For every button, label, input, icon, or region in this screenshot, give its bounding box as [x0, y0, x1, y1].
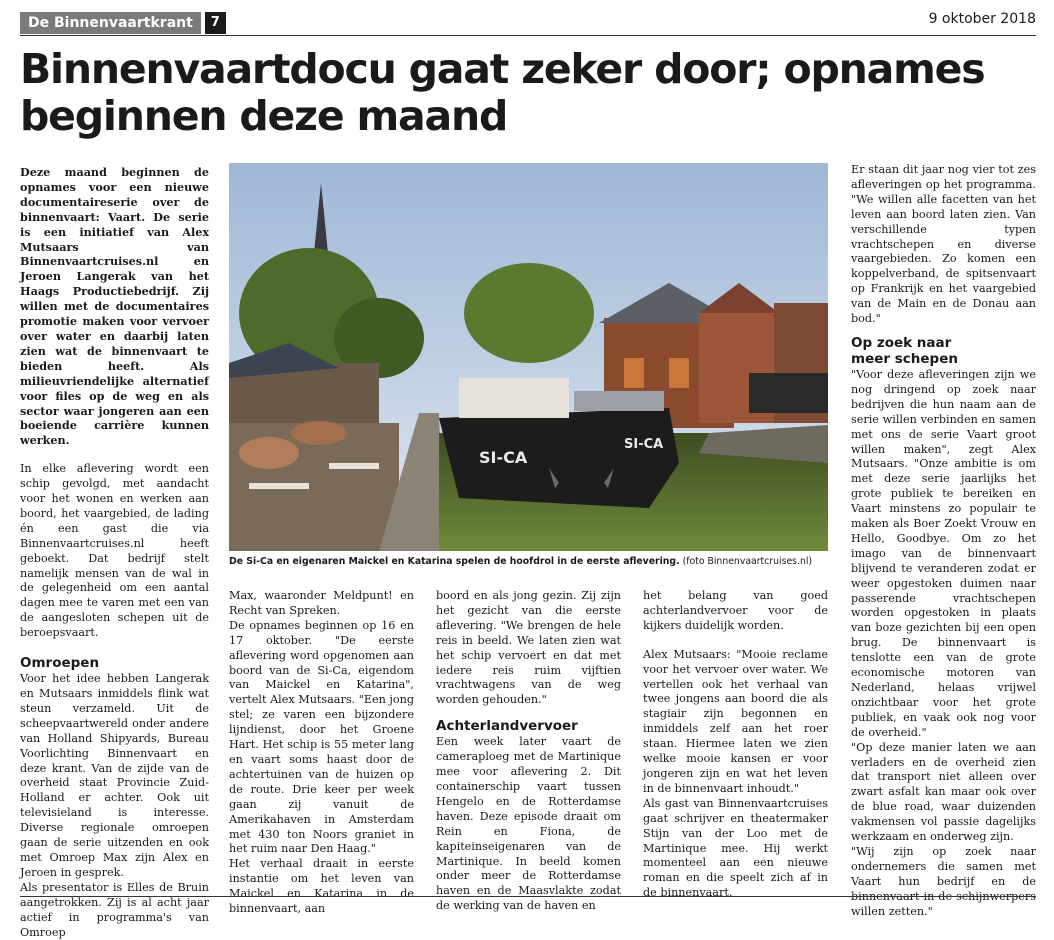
- body-paragraph: De opnames beginnen op 16 en 17 oktober. "De eerste aflevering word opgenomen aan boord van de Si-Ca, eigendom van Maickel en Katarina", vertelt Alex Mutsaars. "Een jong stel; ze varen een bijzondere lijndienst, door het Groene Hart. Het schip is 55 meter lang en vaart soms haast door de achtertuinen van de huizen op de route. Drie keer per week gaan zij vanuit de Amerikahaven in Amsterdam met 430 ton Noors graniet in het ruim naar Den Haag.": [229, 618, 414, 856]
- article-photo: [229, 163, 828, 551]
- body-paragraph: "Wij zijn op zoek naar ondernemers die samen met Vaart hun bedrijf en de binnenvaart in de schijnwerpers willen zetten.": [851, 844, 1036, 918]
- hull-name: SI-CA: [479, 448, 528, 467]
- column-5: [851, 163, 1036, 920]
- body-paragraph: Alex Mutsaars: "Mooie reclame voor het vervoer over water. We vertellen ook het verhaal van twee jongens aan boord die als stagiair zijn begonnen en inmiddels zelf aan het roer staan. Hiermee laten we zien welke mooie kansen er voor jongeren zijn en wat het leven in de binnenvaart inhoudt.": [643, 647, 828, 795]
- subheading-achterlandvervoer: Achterlandvervoer: [436, 718, 578, 735]
- subheading-omroepen: Omroepen: [20, 655, 100, 672]
- body-paragraph: "Voor deze afleveringen zijn we nog dringend op zoek naar bedrijven die hun naam aan de serie willen verbinden en samen met ons de serie Vaart groot willen maken", zegt Alex Mutsaars. "Onze ambitie is om met deze serie jaarlijks het grote publiek te bereiken en Vaart minstens zo populair te maken als Boer Zoekt Vrouw en Hello, Goodbye. Om zo het imago van de binnenvaart blijvend te veranderen zodat er weer opgestoken duimen naar passerende vrachtschepen worden opgestoken in plaats van boze gezichten bij een open brug. De binnenvaart is tenslotte een van de grote economische motoren van Nederland, helaas vrijwel onzichtbaar voor het grote publiek, en vaak ook nog voor de overheid.": [851, 367, 1036, 739]
- column-4: [643, 589, 828, 901]
- photo-credit: (foto Binnenvaartcruises.nl): [682, 556, 813, 567]
- body-paragraph: In elke aflevering wordt een schip gevolgd, met aandacht voor het wonen en werken aan boord, het vaargebied, de lading én een gast die via Binnenvaartcruises.nl heeft geboekt. Dat bedrijf stelt namelijk mensen van de wal in de gelegenheid om een aantal dagen mee te varen met een van de aangesloten schepen uit de beroepsvaart.: [20, 462, 209, 640]
- issue-date: 9 oktober 2018: [928, 11, 1036, 27]
- newspaper-name: De Binnenvaartkrant: [20, 12, 201, 34]
- photo-caption: [229, 556, 839, 568]
- subheading-op-zoek: Op zoek naar meer schepen: [851, 334, 958, 367]
- intro-paragraph: Deze maand beginnen de opnames voor een nieuwe documentaireserie over de binnenvaart: Vaart. De serie is een initiatief van Alex Mutsaars van Binnenvaartcruises.nl en Jeroen Langerak van het Haags Productiebedrijf. Zij willen met de documentaires promotie maken voor vervoer over water en daarbij laten zien wat de binnenvaart te bieden heeft. Als milieuvriendelijke alternatief voor files op de weg en als sector waar jongeren aan een boeiende carrière kunnen werken.: [20, 165, 209, 448]
- column-2: [229, 589, 414, 917]
- body-paragraph: Een week later vaart de cameraploeg met de Martinique mee voor aflevering 2. Dit containerschip vaart tussen Hengelo en de Rotterdamse haven. Deze episode draait om Rein en Fiona, de kapiteinseigenaren van de Martinique. In beeld komen onder meer de Rotterdamse haven en de Maasvlakte zodat de werking van de haven en: [436, 735, 621, 913]
- body-paragraph: Max, waaronder Meldpunt! en Recht van Spreken.: [229, 589, 414, 617]
- body-paragraph: Als gast van Binnenvaartcruises gaat schrijver en theatermaker Stijn van der Loo met de Martinique mee. Hij werkt momenteel aan een nieuwe roman en die speelt zich af in de binnenvaart.: [643, 796, 828, 900]
- body-paragraph: Als presentator is Elles de Bruin aangetrokken. Zij is al acht jaar actief in programma's van Omroep: [20, 880, 209, 939]
- body-paragraph: boord en als jong gezin. Zij zijn het gezicht van die eerste aflevering. "We brengen de hele reis in beeld. We laten zien wat het schip vervoert en dat met iedere reis ruim vijftien vrachtwagens van de weg worden gehouden.": [436, 589, 621, 707]
- masthead: [20, 12, 226, 34]
- body-paragraph: "Op deze manier laten we aan verladers en de overheid zien dat transport niet alleen over zwart asfalt kan maar ook over de blue road, waar duizenden vakmensen vol passie dagelijks werkzaam en onderweg zijn.: [851, 740, 1036, 844]
- top-rule: [20, 35, 1036, 36]
- page-number: 7: [205, 12, 226, 34]
- canal-boat-photo: [229, 163, 828, 551]
- headline: Binnenvaartdocu gaat zeker door; opnames beginnen deze maand: [20, 45, 985, 140]
- hull-name-bow: SI-CA: [624, 437, 664, 452]
- column-3: [436, 589, 621, 914]
- column-1: [20, 165, 209, 940]
- bottom-rule: [20, 896, 1036, 897]
- body-paragraph: het belang van goed achterlandvervoer voor de kijkers duidelijk worden.: [643, 589, 828, 632]
- body-paragraph: Er staan dit jaar nog vier tot zes afleveringen op het programma. "We willen alle facetten van het leven aan boord laten zien. Van verschillende typen vrachtschepen en diverse vaargebieden. Zo komen een koppelverband, de spitsenvaart op Frankrijk en het vaargebied van de Main en de Donau aan bod.": [851, 163, 1036, 326]
- caption-text: De Si-Ca en eigenaren Maickel en Katarina spelen de hoofdrol in de eerste aflevering.: [229, 556, 680, 567]
- body-paragraph: Voor het idee hebben Langerak en Mutsaars inmiddels flink wat steun verzameld. Uit de scheepvaartwereld onder andere van Holland Shipyards, Bureau Voorlichting Binnenvaart en deze krant. Van de zijde van de overheid staat Provincie Zuid-Holland er achter. Ook uit televisieland is interesse. Diverse regionale omroepen gaan de serie uitzenden en ook met Omroep Max zijn Alex en Jeroen in gesprek.: [20, 672, 209, 879]
- body-paragraph: Het verhaal draait in eerste instantie om het leven van Maickel en Katarina in de binnenvaart, aan: [229, 857, 414, 916]
